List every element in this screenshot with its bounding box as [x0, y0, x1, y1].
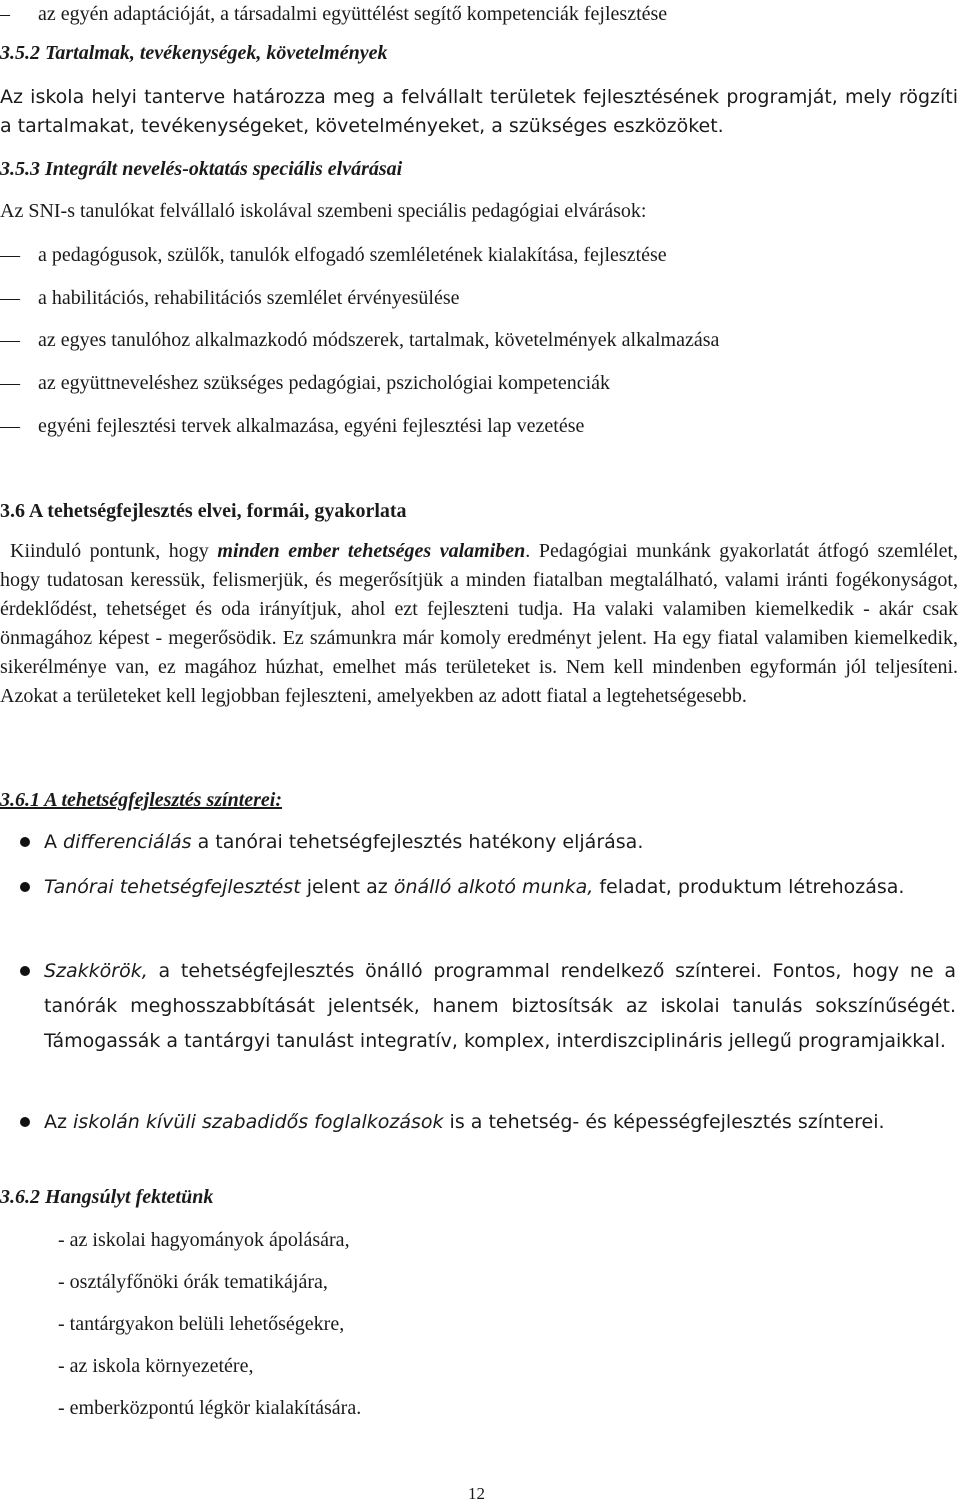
text-span: Az	[44, 1111, 74, 1133]
para-emphasis: minden ember tehetséges valamiben	[217, 540, 526, 562]
para-rest: . Pedagógiai munkánk gyakorlatát átfogó szemlélet, hogy tudatosan keressük, felismerjük, és megerősítjük a minden fiatalban megtalálható, valami iránti fogékonyságot, érdeklődést, tehetséget és oda irányítjuk, ahol ezt fejleszteni tudja. Ha valaki valamiben kiemelkedik - akár csak önmagához képest - megerősödik. Ez számunkra már komoly eredményt jelent. Ha egy fiatal valamiben kiemelkedik, sikerélménye van, ez magához húzhat, emelhet más területeket is. Nem kell mindenben egyformán jól teljesíteni. Azokat a területeket kell legjobban fejleszteni, amelyekben az adott fiatal a legtehetségesebb.	[0, 540, 959, 707]
list-item: az együttneveléshez szükséges pedagógiai, pszichológiai kompetenciák	[38, 372, 611, 394]
heading-3-6-1: 3.6.1 A tehetségfejlesztés színterei:	[0, 789, 283, 811]
text-span: a tanórai tehetségfejlesztés hatékony eljárása.	[191, 831, 644, 853]
heading-3-5-3: 3.5.3 Integrált nevelés-oktatás speciális elvárásai	[0, 158, 403, 180]
list-item: egyéni fejlesztési tervek alkalmazása, egyéni fejlesztési lap vezetése	[38, 415, 585, 437]
emphasis-span: differenciálás	[63, 831, 192, 853]
heading-3-5-2: 3.5.2 Tartalmak, tevékenységek, követelmények	[0, 42, 388, 64]
bullet-icon	[20, 882, 30, 892]
list-item: - az iskola környezetére,	[58, 1355, 254, 1377]
list-item: a habilitációs, rehabilitációs szemlélet érvényesülése	[38, 287, 460, 309]
bullet-icon	[20, 837, 30, 847]
list-dash: —	[0, 372, 20, 394]
bullet-icon	[20, 966, 30, 976]
para-start: Kiinduló pontunk, hogy	[10, 540, 218, 562]
text-span: a tehetségfejlesztés önálló programmal rendelkező színterei. Fontos, hogy ne a tanórák meghosszabbítását jelentsék, hanem biztosítsák az iskolai tanulás sokszínűségét. Támogassák a tantárgyi tanulást integratív, komplex, interdiszciplináris jellegű programjaikkal.	[44, 960, 956, 1052]
text-span: feladat, produktum létrehozása.	[593, 876, 905, 898]
list-item: - emberközpontú légkör kialakítására.	[58, 1397, 362, 1419]
list-item: - osztályfőnöki órák tematikájára,	[58, 1271, 328, 1293]
list-dash: —	[0, 415, 20, 437]
list-dash: —	[0, 244, 20, 266]
emphasis-span: önálló alkotó munka,	[393, 876, 594, 898]
list-item: - az iskolai hagyományok ápolására,	[58, 1229, 350, 1251]
top-list-item: az egyén adaptációját, a társadalmi együttélést segítő kompetenciák fejlesztése	[38, 3, 668, 25]
paragraph-3-6	[0, 537, 958, 711]
bullet-text	[44, 870, 956, 905]
text-span: A	[44, 831, 64, 853]
heading-3-6: 3.6 A tehetségfejlesztés elvei, formái, gyakorlata	[0, 500, 407, 522]
list-dash: –	[0, 3, 10, 25]
list-dash: —	[0, 329, 20, 351]
text-span: is a tehetség- és képességfejlesztés színterei.	[443, 1111, 885, 1133]
list-item: az egyes tanulóhoz alkalmazkodó módszerek, tartalmak, követelmények alkalmazása	[38, 329, 720, 351]
bullet-text	[44, 1105, 956, 1140]
page-number: 12	[468, 1484, 485, 1503]
emphasis-span: iskolán kívüli szabadidős foglalkozások	[73, 1111, 444, 1133]
paragraph-3-5-2: Az iskola helyi tanterve határozza meg a felvállalt területek fejlesztésének programját, mely rögzíti a tartalmakat, tevékenységeket, követelményeket, a szükséges eszközöket.	[0, 86, 958, 137]
emphasis-span: Szakkörök,	[44, 960, 148, 982]
bullet-icon	[20, 1117, 30, 1127]
heading-3-6-2: 3.6.2 Hangsúlyt fektetünk	[0, 1186, 214, 1208]
intro-3-5-3: Az SNI-s tanulókat felvállaló iskolával szembeni speciális pedagógiai elvárások:	[0, 200, 647, 222]
list-dash: —	[0, 287, 20, 309]
text-span: jelent az	[300, 876, 394, 898]
emphasis-span: Tanórai tehetségfejlesztést	[44, 876, 301, 898]
list-item: - tantárgyakon belüli lehetőségekre,	[58, 1313, 345, 1335]
bullet-text	[44, 825, 956, 860]
bullet-text	[44, 954, 956, 1059]
list-item: a pedagógusok, szülők, tanulók elfogadó szemléletének kialakítása, fejlesztése	[38, 244, 667, 266]
